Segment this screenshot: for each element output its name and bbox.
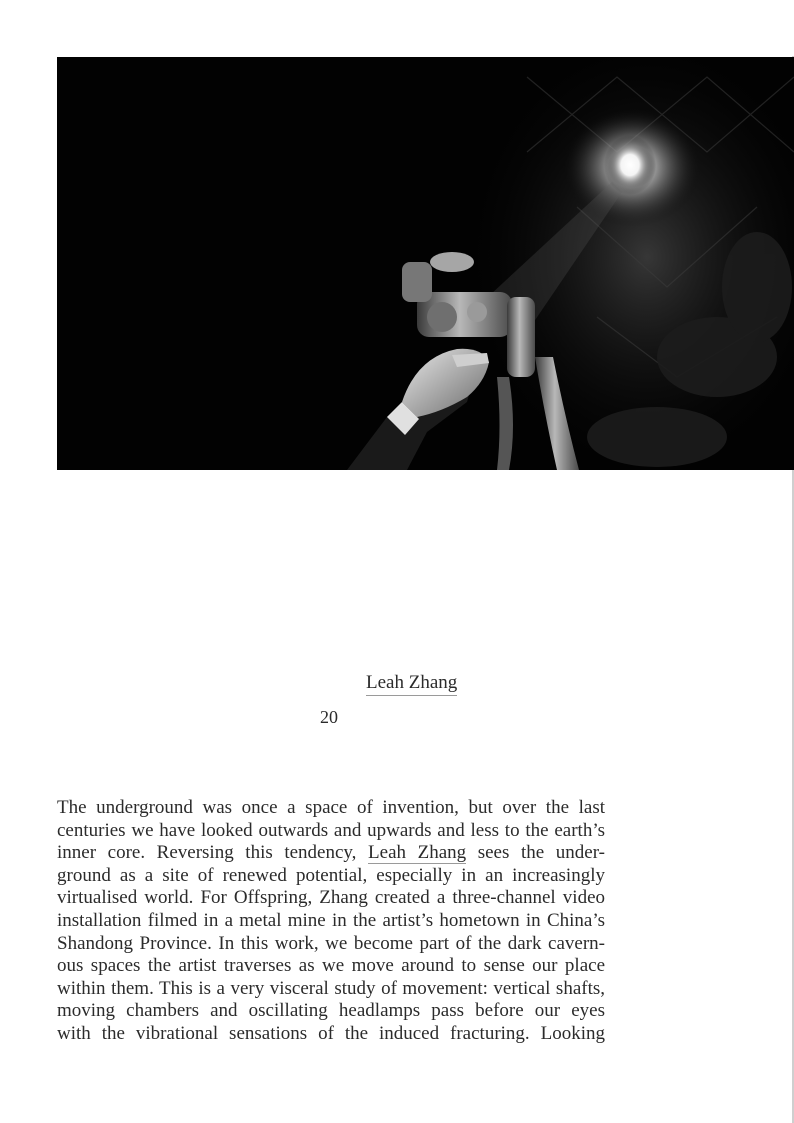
essay-line-text: ground as a site of renewed potential, especially in an increasingly [57,864,605,886]
essay-line [57,865,605,888]
essay-text [57,797,605,1046]
essay-line-text: within them. This is a very visceral study of movement: vertical shafts, [57,977,605,999]
essay-line-text: sees the under- [466,842,605,864]
essay-line-text: moving chambers and oscillating headlamps pass before our eyes [57,1000,605,1022]
mine-photo [57,57,794,470]
artist-link[interactable]: Leah Zhang [368,842,467,864]
essay-line [57,887,605,910]
essay-line-text: Shandong Province. In this work, we become part of the dark cavern- [57,932,605,954]
essay-line [57,842,605,865]
essay-line [57,797,605,820]
essay-line-text: The underground was once a space of invention, but over the last [57,797,605,818]
essay-line [57,1000,605,1023]
essay-line-text: installation filmed in a metal mine in the artist’s hometown in China’s [57,909,605,931]
essay-line [57,910,605,933]
essay-line [57,933,605,956]
essay-line [57,978,605,1001]
essay-line [57,955,605,978]
artist-name[interactable]: Leah Zhang [366,672,457,696]
essay-line-text: virtualised world. For Offspring, Zhang created a three-channel video [57,887,605,909]
essay-line-text: inner core. Reversing this tendency, [57,842,369,864]
mine-photo-drawing [57,57,794,470]
essay-line-text: centuries we have looked outwards and upwards and less to the earth’s [57,819,605,841]
essay-line-text: with the vibrational sensations of the induced fracturing. Looking [57,1022,605,1044]
essay-line-text: ous spaces the artist traverses as we move around to sense our place [57,955,605,977]
essay-line [57,820,605,843]
page-number: 20 [320,707,338,727]
essay-line [57,1023,605,1046]
